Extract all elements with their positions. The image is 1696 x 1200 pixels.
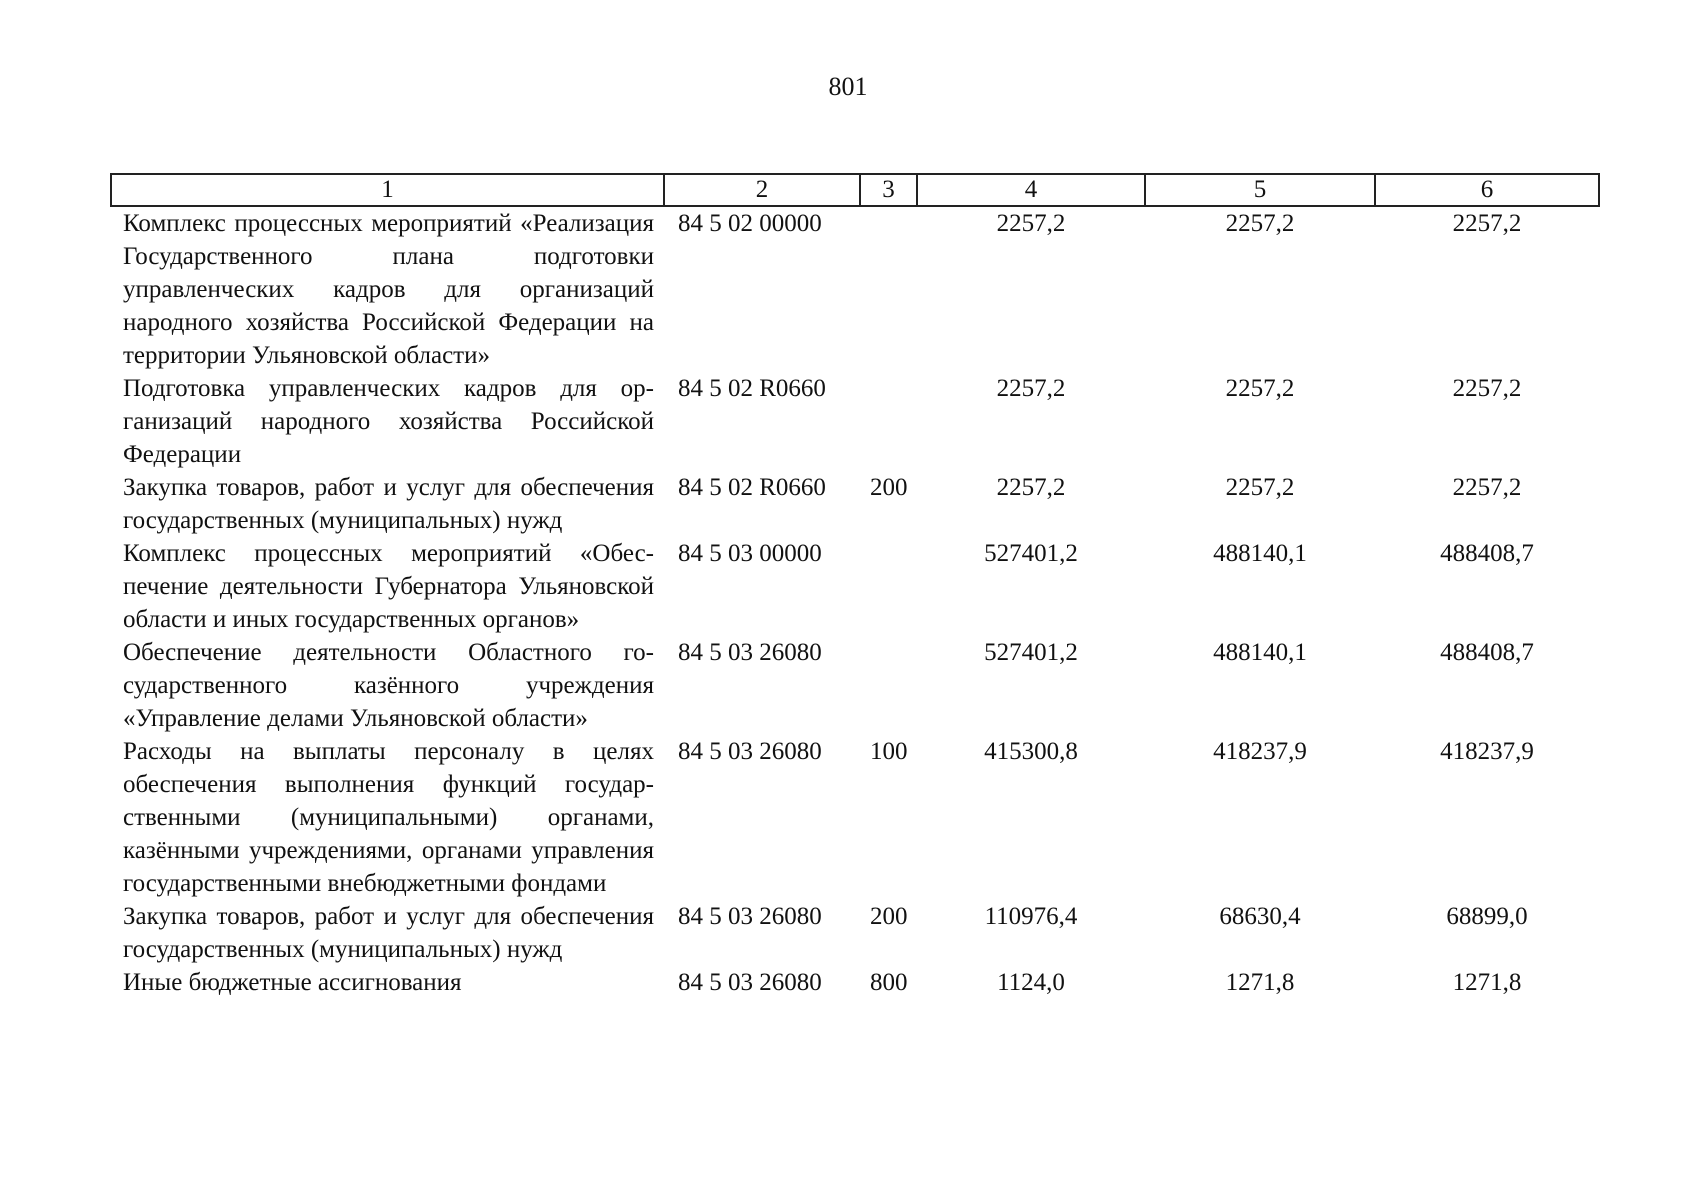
row-value-5: 1271,8 [1225,969,1295,996]
row-value-5: 2257,2 [1225,210,1295,237]
row-value-6: 2257,2 [1452,474,1522,501]
row-name: Расходы на выплаты персоналу в целях обеспечения выполнения функций государственными (муниципальными) органами, казёнными учреждениями, органами управления государственными внебюджетными фондами [123,738,654,897]
row-code: 84 5 02 R0660 [678,474,826,501]
row-value-6: 488408,7 [1440,540,1534,567]
table-header [111,174,1599,206]
row-expense-type [860,537,917,636]
row-value-6: 2257,2 [1452,210,1522,237]
row-code: 84 5 02 00000 [678,210,822,237]
row-name: Закупка товаров, работ и услуг для обеспечения государственных (муниципальных) нужд [123,474,654,534]
row-value-6: 418237,9 [1440,738,1534,765]
row-expense-type: 100 [870,738,908,765]
row-value-5: 2257,2 [1225,474,1295,501]
column-header-2: 2 [664,174,860,206]
row-value-4: 415300,8 [984,738,1078,765]
column-header-6: 6 [1375,174,1599,206]
row-expense-type [860,372,917,471]
row-name: Обеспечение деятельности Областного государственного казённого учреждения «Управление делами Ульяновской области» [123,639,654,732]
row-value-4: 2257,2 [996,474,1066,501]
row-value-4: 2257,2 [996,210,1066,237]
table-row [111,206,1599,372]
row-value-6: 2257,2 [1452,375,1522,402]
budget-table [110,173,1600,999]
row-value-5: 488140,1 [1213,540,1307,567]
row-expense-type [860,636,917,735]
table-row [111,471,1599,537]
table-row [111,966,1599,999]
column-header-1: 1 [111,174,664,206]
row-value-5: 488140,1 [1213,639,1307,666]
row-value-4: 527401,2 [984,639,1078,666]
row-value-4: 110976,4 [984,903,1078,930]
row-value-6: 488408,7 [1440,639,1534,666]
row-value-4: 1124,0 [997,969,1065,996]
row-expense-type [860,206,917,372]
column-header-4: 4 [917,174,1145,206]
page-number: 801 [828,72,868,101]
table-row [111,900,1599,966]
row-name: Подготовка управленческих кадров для организаций народного хозяйства Российской Федерации [123,375,654,468]
row-code: 84 5 03 26080 [678,639,822,666]
header-row [111,174,1599,206]
row-name: Иные бюджетные ассигнования [123,969,462,996]
row-code: 84 5 03 26080 [678,903,822,930]
row-expense-type: 200 [870,903,908,930]
table-body [111,206,1599,999]
row-code: 84 5 03 26080 [678,969,822,996]
row-name: Закупка товаров, работ и услуг для обеспечения государственных (муниципальных) нужд [123,903,654,963]
column-header-3: 3 [860,174,917,206]
table-row [111,372,1599,471]
column-header-5: 5 [1145,174,1375,206]
row-value-5: 2257,2 [1225,375,1295,402]
table-row [111,537,1599,636]
row-expense-type: 200 [870,474,908,501]
row-code: 84 5 03 00000 [678,540,822,567]
row-expense-type: 800 [870,969,908,996]
row-value-5: 418237,9 [1213,738,1307,765]
table-row [111,636,1599,735]
row-code: 84 5 03 26080 [678,738,822,765]
row-value-6: 1271,8 [1452,969,1522,996]
row-value-4: 527401,2 [984,540,1078,567]
row-name: Комплекс процессных мероприятий «Реализация Государственного плана подготовки управленческих кадров для организаций народного хозяйства Российской Федерации на территории Ульяновской области» [123,210,654,369]
row-name: Комплекс процессных мероприятий «Обеспечение деятельности Губернатора Ульяновской области и иных государственных органов» [123,540,654,633]
table-row [111,735,1599,900]
row-code: 84 5 02 R0660 [678,375,826,402]
row-value-6: 68899,0 [1446,903,1528,930]
row-value-5: 68630,4 [1219,903,1301,930]
row-value-4: 2257,2 [996,375,1066,402]
